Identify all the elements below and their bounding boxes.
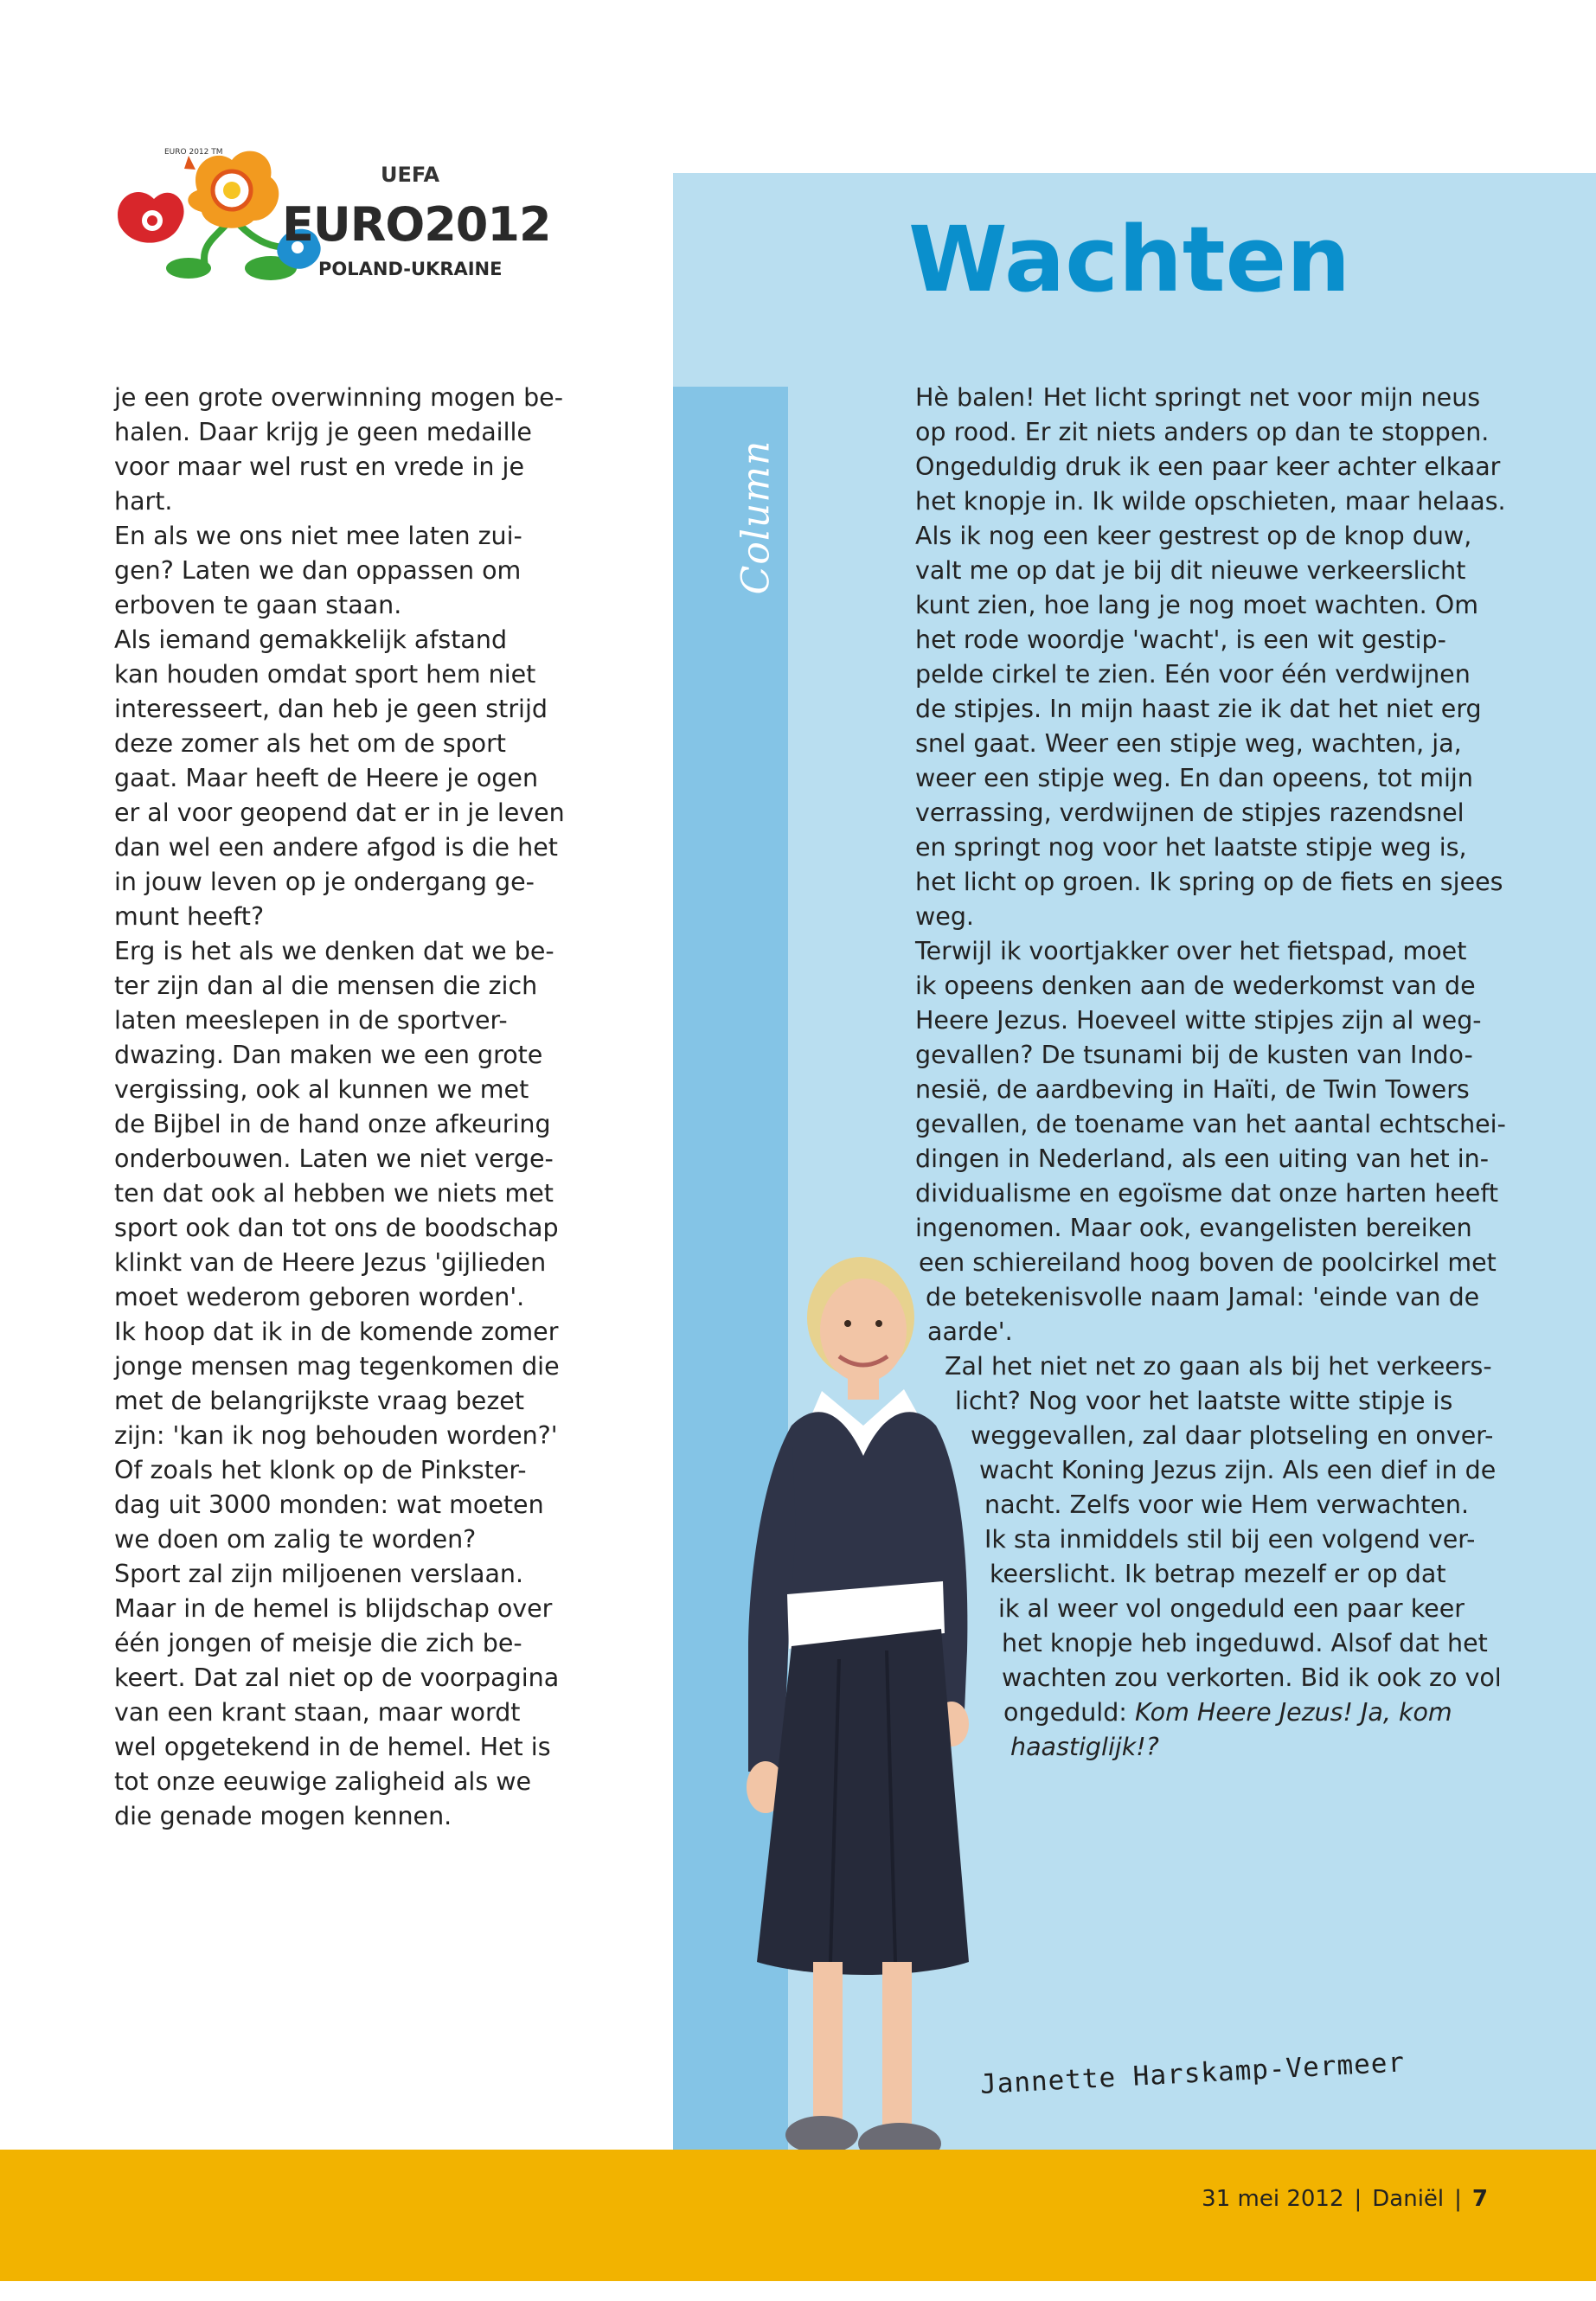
text-line: sport ook dan tot ons de boodschap: [114, 1214, 559, 1242]
text-line: interesseert, dan heb je geen strijd: [114, 695, 548, 723]
text-line: [915, 1695, 1521, 1730]
text-line: dividualisme en egoïsme dat onze harten heeft: [915, 1179, 1499, 1208]
text-line: ter zijn dan al die mensen die zich: [114, 971, 538, 1000]
text-line: Maar in de hemel is blijdschap over: [114, 1594, 553, 1623]
text-line-italic: Kom Heere Jezus! Ja, kom: [1134, 1698, 1452, 1727]
text-line: Als ik nog een keer gestrest op de knop duw,: [915, 522, 1472, 550]
text-line: Erg is het als we denken dat we be-: [114, 937, 554, 965]
text-line: aarde'.: [927, 1317, 1013, 1346]
text-line: licht? Nog voor het laatste witte stipje is: [955, 1387, 1453, 1415]
text-line: gevallen? De tsunami bij de kusten van Indo-: [915, 1041, 1473, 1069]
text-line: Ik sta inmiddels stil bij een volgend ver-: [984, 1525, 1476, 1554]
text-line: Als iemand gemakkelijk afstand: [114, 625, 508, 654]
text-line: voor maar wel rust en vrede in je: [114, 452, 524, 481]
text-line: onderbouwen. Laten we niet verge-: [114, 1144, 554, 1173]
text-line: laten meeslepen in de sportver-: [114, 1006, 508, 1035]
text-line: ten dat ook al hebben we niets met: [114, 1179, 554, 1208]
text-line: de Bijbel in de hand onze afkeuring: [114, 1110, 551, 1138]
page-footer: [1202, 2186, 1488, 2212]
text-line: pelde cirkel te zien. Eén voor één verdwijnen: [915, 660, 1471, 689]
text-line: op rood. Er zit niets anders op dan te stoppen.: [915, 418, 1490, 446]
text-line: die genade mogen kennen.: [114, 1802, 452, 1830]
text-line: Zal het niet net zo gaan als bij het verkeers-: [945, 1352, 1492, 1381]
text-line: wel opgetekend in de hemel. Het is: [114, 1733, 551, 1761]
text-line: ik al weer vol ongeduld een paar keer: [998, 1594, 1465, 1623]
footer-bar: [0, 2150, 1596, 2281]
text-line: weg.: [915, 902, 974, 931]
text-line: nacht. Zelfs voor wie Hem verwachten.: [984, 1490, 1470, 1519]
text-line: jonge mensen mag tegenkomen die: [114, 1352, 560, 1381]
text-line: er al voor geopend dat er in je leven: [114, 798, 565, 827]
text-line: halen. Daar krijg je geen medaille: [114, 418, 532, 446]
text-line: Ik hoop dat ik in de komende zomer: [114, 1317, 559, 1346]
footer-magazine: Daniël: [1372, 2186, 1445, 2212]
text-line: keert. Dat zal niet op de voorpagina: [114, 1663, 560, 1692]
text-line: je een grote overwinning mogen be-: [114, 383, 563, 412]
text-line: het licht op groen. Ik spring op de fiets en sjees: [915, 868, 1503, 896]
text-line: dan wel een andere afgod is die het: [114, 833, 558, 862]
text-line: gen? Laten we dan oppassen om: [114, 556, 522, 585]
text-line: het rode woordje 'wacht', is een wit gestip-: [915, 625, 1446, 654]
text-line: een schiereiland hoog boven de poolcirkel met: [919, 1248, 1497, 1277]
text-line: hart.: [114, 487, 173, 516]
text-line: gaat. Maar heeft de Heere je ogen: [114, 764, 539, 792]
text-line: dag uit 3000 monden: wat moeten: [114, 1490, 544, 1519]
text-line: zijn: 'kan ik nog behouden worden?': [114, 1421, 558, 1450]
article-title: Wachten: [908, 207, 1351, 312]
text-line: ik opeens denken aan de wederkomst van de: [915, 971, 1476, 1000]
text-line: munt heeft?: [114, 902, 265, 931]
text-line: wachten zou verkorten. Bid ik ook zo vol: [1002, 1663, 1502, 1692]
logo-uefa: UEFA: [381, 163, 440, 187]
author-portrait: [709, 1253, 995, 2182]
text-line-italic: haastiglijk!?: [1010, 1733, 1159, 1761]
text-line: Heere Jezus. Hoeveel witte stipjes zijn al weg-: [915, 1006, 1482, 1035]
text-line: verrassing, verdwijnen de stipjes razendsnel: [915, 798, 1465, 827]
text-line: En als we ons niet mee laten zui-: [114, 522, 522, 550]
text-line: vergissing, ook al kunnen we met: [114, 1075, 529, 1104]
text-line: in jouw leven op je ondergang ge-: [114, 868, 535, 896]
text-line: erboven te gaan staan.: [114, 591, 402, 619]
logo-host: POLAND-UKRAINE: [318, 259, 503, 279]
text-line: nesië, de aardbeving in Haïti, de Twin Towers: [915, 1075, 1470, 1104]
author-signature: Jannette Harskamp-Vermeer: [979, 2047, 1406, 2100]
text-line: één jongen of meisje die zich be-: [114, 1629, 522, 1657]
text-line: van een krant staan, maar wordt: [114, 1698, 521, 1727]
text-line: snel gaat. Weer een stipje weg, wachten, ja,: [915, 729, 1462, 758]
text-line: moet wederom geboren worden'.: [114, 1283, 525, 1311]
footer-separator: |: [1354, 2186, 1362, 2212]
text-line: keerslicht. Ik betrap mezelf er op dat: [990, 1560, 1446, 1588]
text-line: deze zomer als het om de sport: [114, 729, 506, 758]
text-line-prefix: ongeduld:: [1003, 1698, 1135, 1727]
footer-separator-2: |: [1454, 2186, 1462, 2212]
logo-top-text: EURO 2012 TM: [164, 148, 223, 157]
text-line: Ongeduldig druk ik een paar keer achter elkaar: [915, 452, 1501, 481]
section-label: Column: [734, 439, 779, 595]
text-line: we doen om zalig te worden?: [114, 1525, 477, 1554]
text-line: de betekenisvolle naam Jamal: 'einde van de: [926, 1283, 1480, 1311]
text-line: weggevallen, zal daar plotseling en onver-: [971, 1421, 1494, 1450]
footer-date: 31 mei 2012: [1202, 2186, 1344, 2212]
text-line: Of zoals het klonk op de Pinkster-: [114, 1456, 527, 1484]
text-line: kan houden omdat sport hem niet: [114, 660, 536, 689]
footer-page-number: 7: [1471, 2186, 1488, 2212]
euro2012-logo: [102, 138, 552, 294]
text-line: met de belangrijkste vraag bezet: [114, 1387, 525, 1415]
left-column-text: [114, 381, 564, 1834]
text-line: tot onze eeuwige zaligheid als we: [114, 1767, 532, 1796]
text-line: Hè balen! Het licht springt net voor mijn neus: [915, 383, 1481, 412]
text-line: wacht Koning Jezus zijn. Als een dief in de: [979, 1456, 1497, 1484]
right-column-text: [915, 381, 1521, 1765]
text-line: Sport zal zijn miljoenen verslaan.: [114, 1560, 524, 1588]
text-line: klinkt van de Heere Jezus 'gijlieden: [114, 1248, 547, 1277]
text-line: het knopje in. Ik wilde opschieten, maar helaas.: [915, 487, 1506, 516]
text-line: de stipjes. In mijn haast zie ik dat het niet erg: [915, 695, 1482, 723]
logo-brand: EURO2012: [282, 197, 551, 252]
text-line: dwazing. Dan maken we een grote: [114, 1041, 543, 1069]
text-line: gevallen, de toename van het aantal echtschei-: [915, 1110, 1506, 1138]
text-line: kunt zien, hoe lang je nog moet wachten. Om: [915, 591, 1478, 619]
text-line: dingen in Nederland, als een uiting van het in-: [915, 1144, 1490, 1173]
text-line: ingenomen. Maar ook, evangelisten bereiken: [915, 1214, 1472, 1242]
text-line: het knopje heb ingeduwd. Alsof dat het: [1002, 1629, 1488, 1657]
text-line: Terwijl ik voortjakker over het fietspad, moet: [915, 937, 1467, 965]
text-line: en springt nog voor het laatste stipje weg is,: [915, 833, 1467, 862]
text-line: valt me op dat je bij dit nieuwe verkeerslicht: [915, 556, 1466, 585]
text-line: weer een stipje weg. En dan opeens, tot mijn: [915, 764, 1473, 792]
